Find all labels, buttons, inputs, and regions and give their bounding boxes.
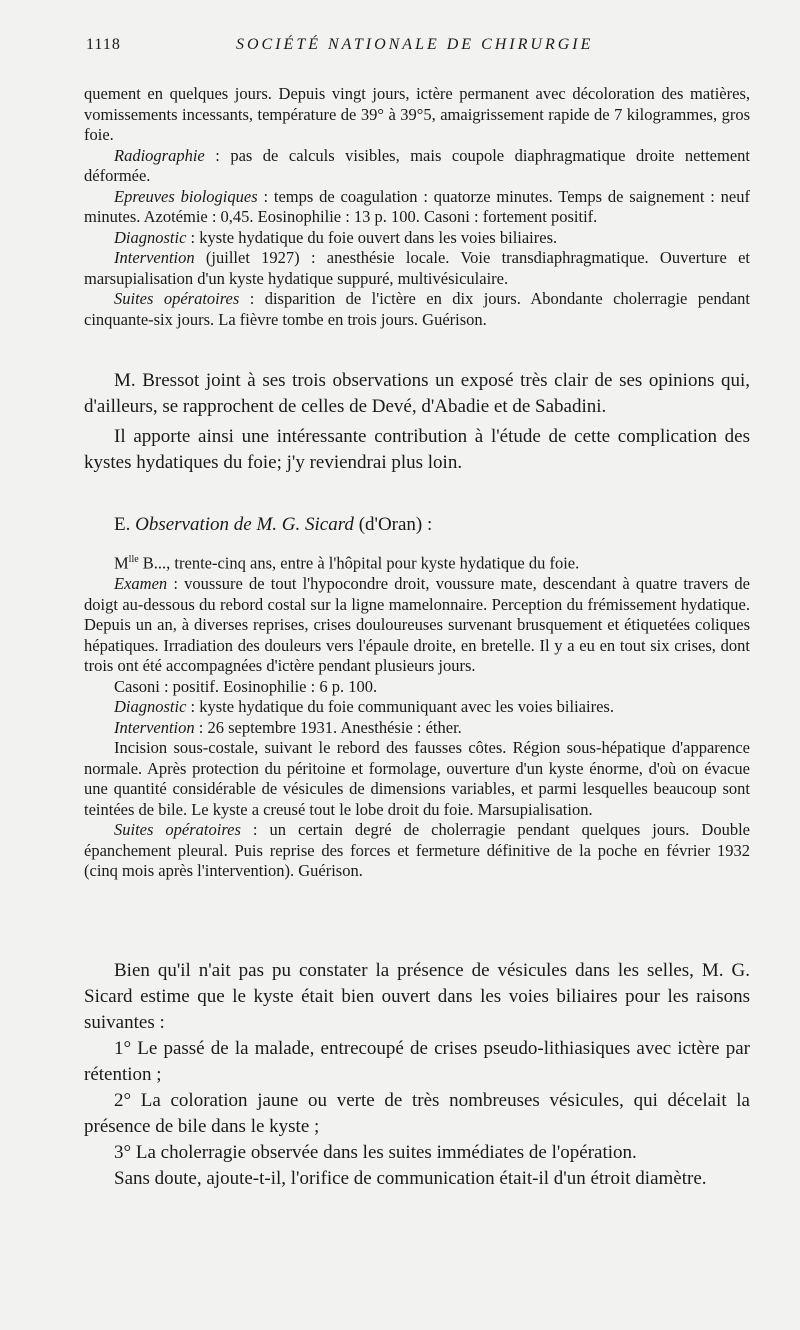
case-1-intervention xyxy=(84,248,750,289)
case-1-radiography xyxy=(84,146,750,187)
case-2-incision: Incision sous-costale, suivant le rebord des fausses côtes. Région sous-hépatique d'apparence normale. Après protection du péritoine et formolage, ouverture d'un kyste énorme, d'où on évacue une quantité considérable de vésicules de dimensions variables, et parmi lesquelles beaucoup sont teintées de bile. Le kyste a creusé tout le lobe droit du foie. Marsupialisation. xyxy=(84,738,750,819)
case-1-diagnosis xyxy=(84,228,750,249)
section-e-prefix: E. xyxy=(114,514,136,535)
radiography-text: : pas de calculs visibles, mais coupole diaphragmatique droite nettement déformée. xyxy=(84,145,750,185)
commentary-2-paragraph-1: Bien qu'il n'ait pas pu constater la présence de vésicules dans les selles, M. G. Sicard estime que le kyste était bien ouvert dans les voies biliaires pour les raisons suivantes : xyxy=(84,960,750,1033)
patient-title-sup: lle xyxy=(128,554,139,565)
diagnosis-label: Diagnostic xyxy=(114,697,187,716)
reason-3: 3° La cholerragie observée dans les suites immédiates de l'opération. xyxy=(114,1142,637,1163)
diagnosis-text: : kyste hydatique du foie ouvert dans les voies biliaires. xyxy=(186,227,558,247)
section-e-title: Observation de M. G. Sicard xyxy=(135,514,354,535)
intervention-label: Intervention xyxy=(114,717,195,737)
case-2-followup xyxy=(84,820,750,882)
running-title: SOCIÉTÉ NATIONALE DE CHIRURGIE xyxy=(236,36,594,53)
commentary-2 xyxy=(84,958,750,1192)
reason-2: 2° La coloration jaune ou verte de très nombreuses vésicules, qui décelait la présence de bile dans le kyste ; xyxy=(84,1090,750,1137)
case-1-biology xyxy=(84,187,750,228)
reason-1: 1° Le passé de la malade, entrecoupé de crises pseudo-lithiasiques avec ictère par rétention ; xyxy=(84,1038,750,1085)
intervention-text: (juillet 1927) : anesthésie locale. Voie transdiaphragmatique. Ouverture et marsupialisation d'un kyste hydatique suppuré, multivésiculaire. xyxy=(84,248,750,288)
page-number: 1118 xyxy=(86,36,121,53)
biology-text: : temps de coagulation : quatorze minutes. Temps de saignement : neuf minutes. Azotémie : 0,45. Eosinophilie : 13 p. 100. Casoni : fortement positif. xyxy=(84,186,750,226)
case-2-notes xyxy=(84,550,750,882)
running-header xyxy=(86,36,750,60)
diagnosis-label: Diagnostic xyxy=(114,227,187,247)
patient-text: B..., trente-cinq ans, entre à l'hôpital pour kyste hydatique du foie. xyxy=(138,553,580,573)
case-1-notes xyxy=(84,84,750,330)
diagnosis-text: : kyste hydatique du foie communiquant avec les voies biliaires. xyxy=(186,697,614,716)
case-2-examen xyxy=(84,574,750,677)
followup-label: Suites opératoires xyxy=(114,289,240,308)
followup-text: : disparition de l'ictère en dix jours. Abondante cholerragie pendant cinquante-six jours. La fièvre tombe en trois jours. Guérison. xyxy=(84,289,750,329)
case-1-followup xyxy=(84,289,750,330)
patient-title: M xyxy=(114,553,129,573)
radiography-label: Radiographie xyxy=(114,145,205,165)
commentary-2-paragraph-2: Sans doute, ajoute-t-il, l'orifice de communication était-il d'un étroit diamètre. xyxy=(114,1168,707,1189)
commentary-1-paragraph-1: M. Bressot joint à ses trois observations un exposé très clair de ses opinions qui, d'ailleurs, se rapprochent de celles de Devé, d'Abadie et de Sabadini. xyxy=(84,370,750,417)
case-2-intervention xyxy=(84,718,750,739)
followup-text: : un certain degré de cholerragie pendant quelques jours. Double épanchement pleural. Puis reprise des forces et fermeture définitive de la poche en février 1932 (cinq mois après l'intervention). Guérison. xyxy=(84,820,751,880)
section-e-suffix: (d'Oran) : xyxy=(353,514,433,535)
commentary-1-paragraph-2: Il apporte ainsi une intéressante contribution à l'étude de cette complication des kystes hydatiques du foie; j'y reviendrai plus loin. xyxy=(84,426,750,473)
section-e-heading xyxy=(84,512,750,538)
examen-label: Examen xyxy=(114,574,168,593)
examen-text: : voussure de tout l'hypocondre droit, voussure mate, descendant à quatre travers de doigt au-dessous du rebord costal sur la ligne mamelonnaire. Perception du frémissement hydatique. Depuis un an, à diverses reprises, crises douloureuses survenant brusquement et étiquetées coliques hépatiques. Irradiation des douleurs vers l'épaule droite, en bretelle. Il y a eu en tout six crises, dont trois ont été accompagnées d'ictère pendant plusieurs jours. xyxy=(84,574,750,675)
case-2-casoni: Casoni : positif. Eosinophilie : 6 p. 100. xyxy=(114,676,378,696)
followup-label: Suites opératoires xyxy=(114,820,241,839)
case-2-patient xyxy=(84,550,750,574)
intervention-text: : 26 septembre 1931. Anesthésie : éther. xyxy=(194,717,462,737)
case-2-diagnosis xyxy=(84,697,750,718)
commentary-1 xyxy=(84,368,750,476)
intervention-label: Intervention xyxy=(114,248,195,267)
biology-label: Epreuves biologiques xyxy=(114,186,258,206)
case-1-history: quement en quelques jours. Depuis vingt jours, ictère permanent avec décoloration des matières, vomissements incessants, température de 39° à 39°5, amaigrissement rapide de 7 kilogrammes, gros foie. xyxy=(84,84,750,144)
